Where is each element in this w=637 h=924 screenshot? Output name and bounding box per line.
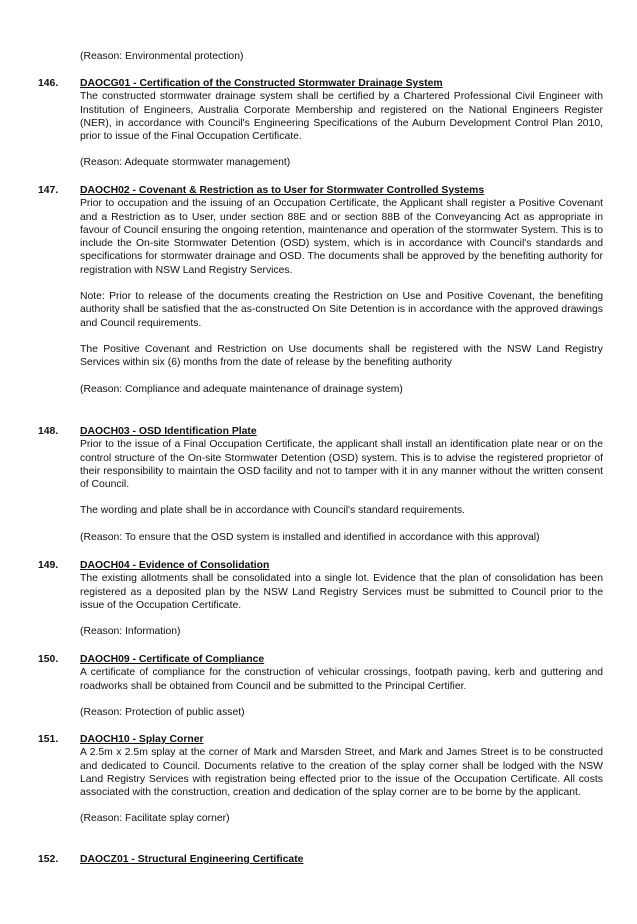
condition-paragraph: The Positive Covenant and Restriction on Use documents shall be registered with the NSW Land Registry Services within six (6) months from the date of release by the benefiting authority <box>80 343 603 369</box>
condition-title: DAOCH03 - OSD Identification Plate <box>80 426 257 437</box>
condition-reason: (Reason: Facilitate splay corner) <box>80 813 230 825</box>
condition-paragraph: The existing allotments shall be consolidated into a single lot. Evidence that the plan of consolidation has been registered as a deposited plan by the NSW Land Registry Services must be submitted to Council prior to the issue of the Occupation Certificate. <box>80 573 603 611</box>
condition-number: 148. <box>38 426 59 437</box>
condition-152 <box>38 853 603 866</box>
condition-number: 146. <box>38 78 59 89</box>
condition-number: 152. <box>38 854 59 865</box>
condition-149 <box>38 559 603 638</box>
condition-title: DAOCG01 - Certification of the Constructed Stormwater Drainage System <box>80 78 443 89</box>
condition-151 <box>38 733 603 826</box>
condition-title: DAOCH10 - Splay Corner <box>80 734 204 745</box>
condition-title: DAOCH02 - Covenant & Restriction as to User for Stormwater Controlled Systems <box>80 185 485 196</box>
condition-reason: (Reason: Protection of public asset) <box>80 706 245 718</box>
condition-number: 149. <box>38 560 59 571</box>
condition-paragraph: Prior to occupation and the issuing of an Occupation Certificate, the Applicant shall register a Positive Covenant and a Restriction as to User, under section 88E and or section 88B of the Conveyancing Act as appropriate in favour of Council ensuring the ongoing retention, maintenance and operation of the stormwater System. This is to include the On-site Stormwater Detention (OSD) system, which is in accordance with Council's standards and specifications for stormwater drainage and OSD. The documents shall be approved by the benefiting authority for registration with NSW Land Registry Services. <box>80 198 603 276</box>
condition-reason: (Reason: Compliance and adequate maintenance of drainage system) <box>80 383 403 395</box>
condition-number: 147. <box>38 185 59 196</box>
condition-note: Note: Prior to release of the documents creating the Restriction on Use and Positive Covenant, the benefiting authority shall be satisfied that the as-constructed On Site Detention is in accordance with the approved drawings and Council requirements. <box>80 291 603 329</box>
condition-146 <box>38 77 603 170</box>
condition-paragraph: A certificate of compliance for the construction of vehicular crossings, footpath paving, kerb and guttering and roadworks shall be obtained from Council and be submitted to the Principal Certifier. <box>80 667 603 692</box>
condition-reason: (Reason: Adequate stormwater management) <box>80 157 291 169</box>
condition-title: DAOCH04 - Evidence of Consolidation <box>80 560 270 571</box>
condition-reason: (Reason: Information) <box>80 626 181 638</box>
condition-title: DAOCZ01 - Structural Engineering Certificate <box>80 854 304 865</box>
condition-paragraph: The wording and plate shall be in accordance with Council's standard requirements. <box>80 505 465 517</box>
condition-number: 150. <box>38 654 59 665</box>
condition-number: 151. <box>38 734 59 745</box>
condition-paragraph: A 2.5m x 2.5m splay at the corner of Mark and Marsden Street, and Mark and James Street is to be constructed and dedicated to Council. Documents relative to the creation of the splay corner shall be lodged with the NSW Land Registry Services with registration being effected prior to the issue of the Occupation Certificate. All costs associated with the construction, creation and dedication of the splay corner are to be borne by the applicant. <box>80 747 603 799</box>
condition-150 <box>38 653 603 719</box>
condition-title: DAOCH09 - Certificate of Compliance <box>80 654 265 665</box>
condition-147 <box>38 184 603 396</box>
condition-paragraph: Prior to the issue of a Final Occupation Certificate, the applicant shall install an identification plate near or on the control structure of the On-site Stormwater Detention (OSD) system. This is to advise the registered proprietor of their responsibility to maintain the OSD facility and not to tamper with it in any manner without the written consent of Council. <box>80 439 603 491</box>
lead-reason: (Reason: Environmental protection) <box>80 51 244 62</box>
condition-paragraph: The constructed stormwater drainage system shall be certified by a Chartered Professional Civil Engineer with Institution of Engineers, Australia Corporate Membership and registered on the National Engineers Register (NER), in accordance with Council's Engineering Specifications of the Auburn Development Control Plan 2010, prior to issue of the Final Occupation Certificate. <box>80 91 603 143</box>
condition-reason: (Reason: To ensure that the OSD system is installed and identified in accordance with this approval) <box>80 531 540 543</box>
condition-148 <box>38 425 603 544</box>
